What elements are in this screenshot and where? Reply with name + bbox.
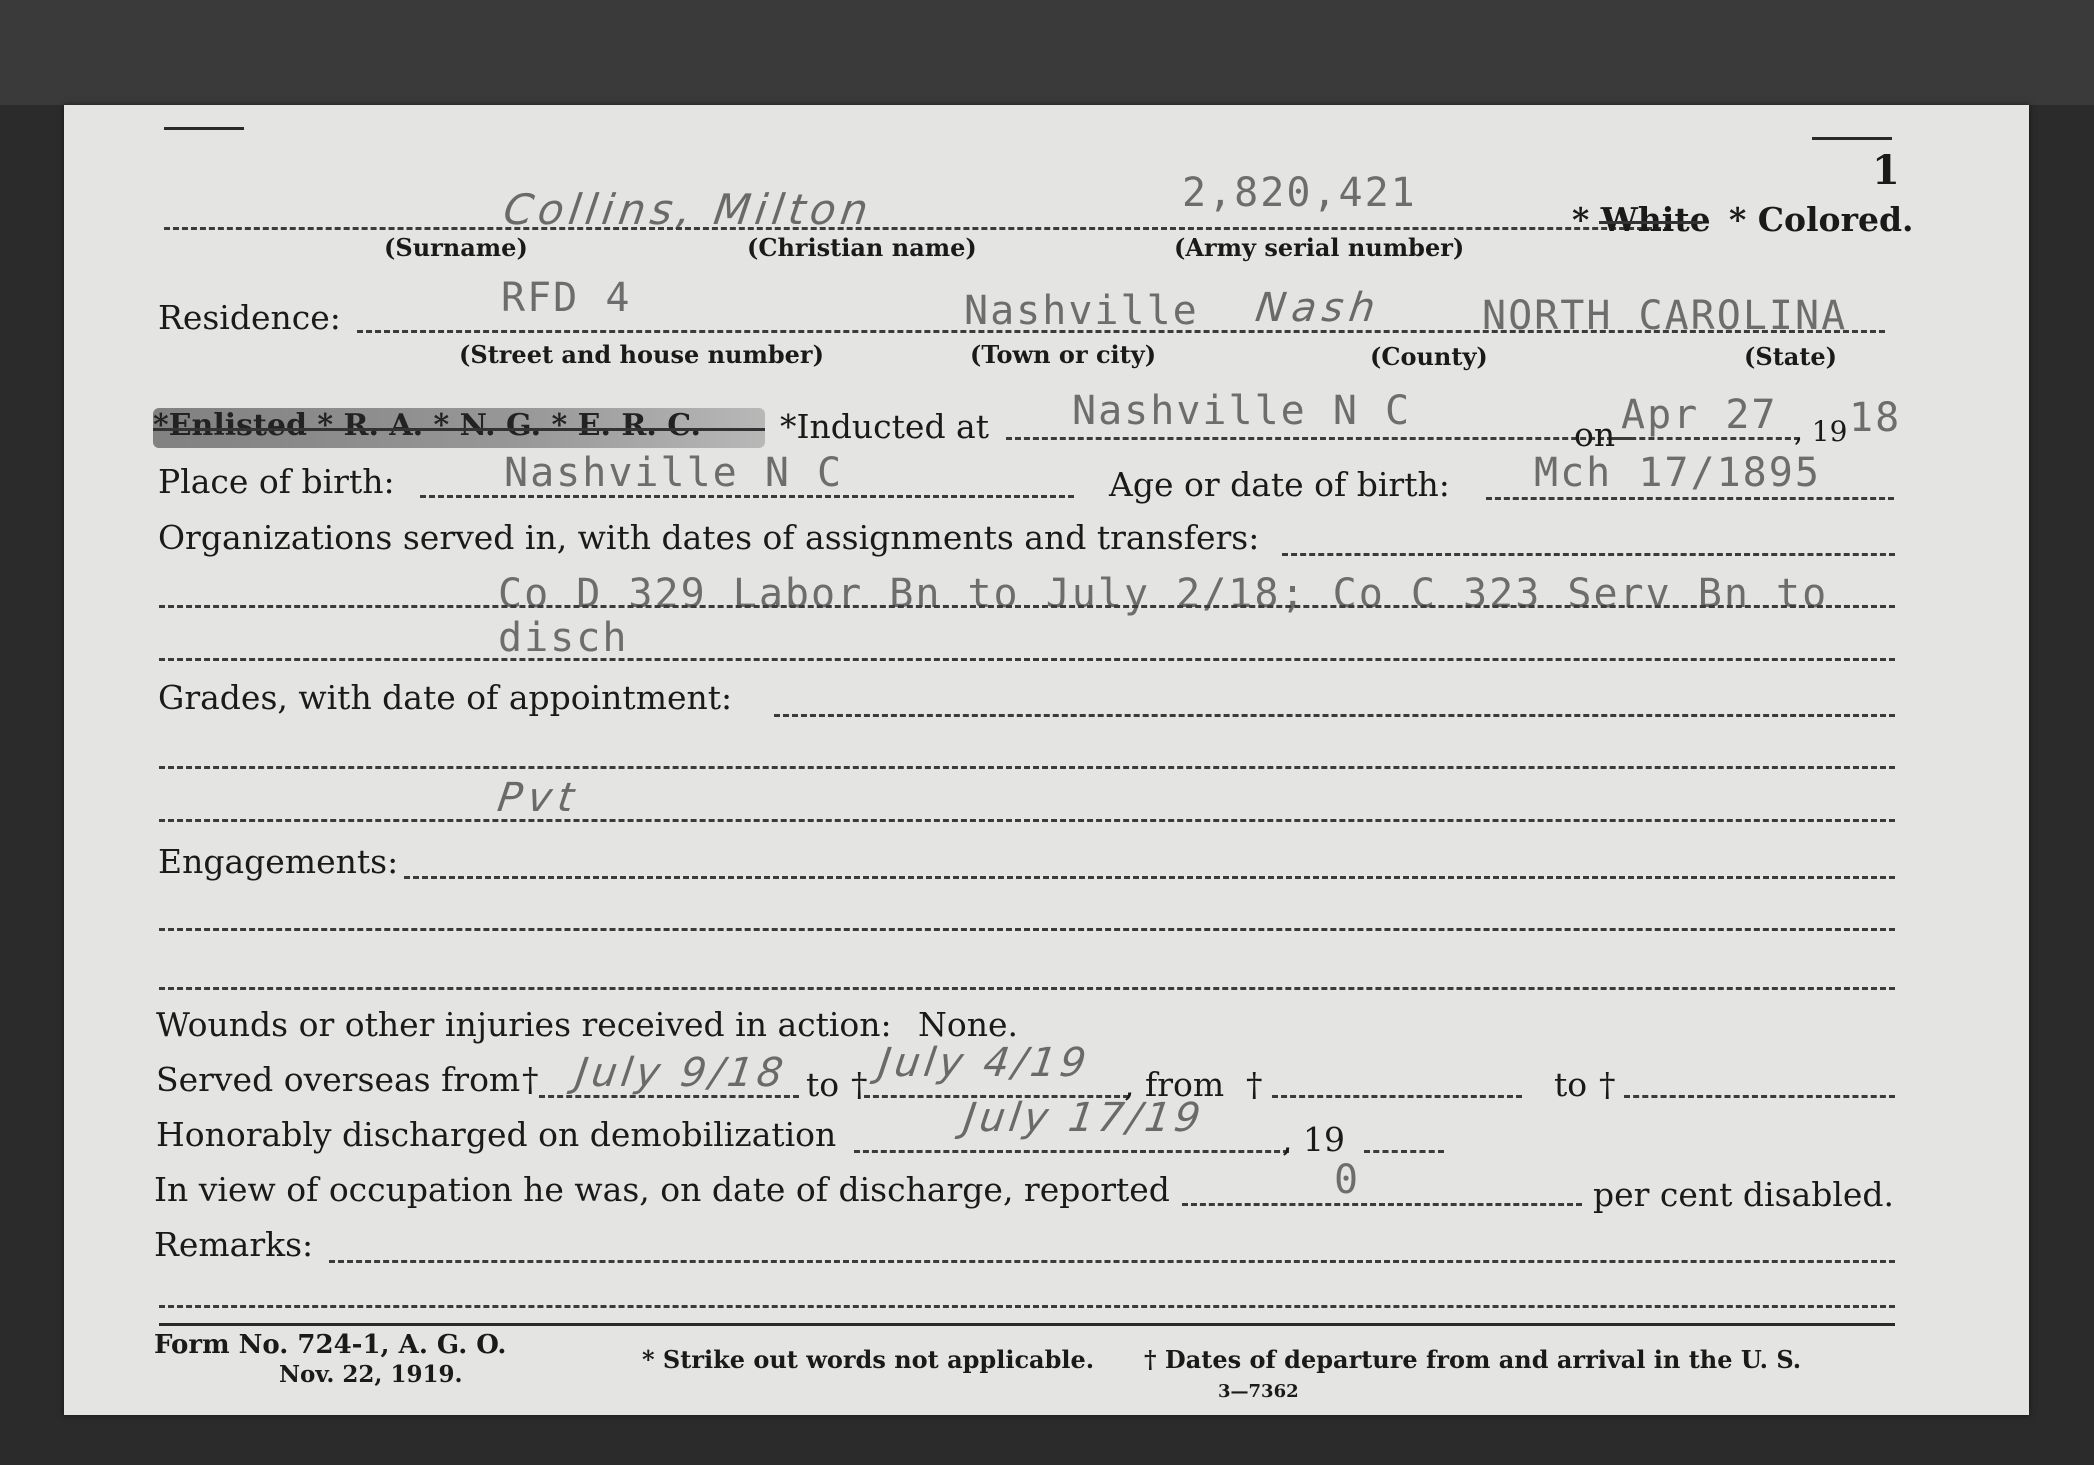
name-line: [164, 227, 1670, 230]
corner-mark: [164, 127, 244, 130]
engagements-line-1: [159, 928, 1895, 931]
remarks-line-1: [159, 1305, 1895, 1308]
town-caption: (Town or city): [970, 340, 1157, 369]
engagements-line-0: [404, 876, 1895, 879]
organizations-line-1: [159, 605, 1895, 608]
race-colored-label: * Colored.: [1729, 200, 1914, 239]
overseas-from-value: July 9/18: [572, 1050, 790, 1096]
birth-date-label: Age or date of birth:: [1109, 465, 1450, 504]
organizations-line-0: [1282, 553, 1895, 556]
grades-line-2: [159, 819, 1895, 822]
name-value: Collins, Milton: [500, 185, 877, 234]
residence-label: Residence:: [158, 298, 341, 337]
state-caption: (State): [1744, 342, 1838, 371]
form-date: Nov. 22, 1919.: [279, 1361, 463, 1388]
overseas-to-value: July 4/19: [875, 1040, 1093, 1086]
disability-suffix: per cent disabled.: [1593, 1175, 1895, 1214]
discharge-date-value: July 17/19: [960, 1095, 1208, 1141]
overseas-from-line: [539, 1095, 799, 1098]
overseas-dagger-3: †: [1246, 1065, 1263, 1104]
background-top: [0, 0, 2094, 105]
induction-date-value: Apr 27: [1621, 392, 1778, 438]
disability-value: 0: [1334, 1157, 1361, 1203]
grades-value: Pvt: [494, 775, 583, 821]
place-of-birth-line: [420, 495, 1074, 498]
induction-place-line: [1006, 437, 1631, 440]
overseas-from2-line: [1272, 1095, 1522, 1098]
remarks-line-0: [329, 1260, 1895, 1263]
card-number: 1: [1872, 147, 1900, 194]
wounds-value: None.: [918, 1005, 1019, 1044]
grades-label: Grades, with date of appointment:: [158, 678, 733, 717]
overseas-from2-label: , from: [1124, 1065, 1225, 1104]
enlisted-strike: [153, 428, 765, 431]
overseas-to-label: to: [806, 1065, 840, 1104]
residence-town-value: Nashville: [964, 288, 1199, 334]
place-of-birth-label: Place of birth:: [158, 462, 395, 501]
overseas-from-label: Served overseas from: [156, 1060, 521, 1099]
surname-caption: (Surname): [384, 233, 528, 262]
overseas-dagger-4: †: [1599, 1065, 1616, 1104]
discharge-date-line: [854, 1150, 1289, 1153]
induction-on-label: on: [1574, 415, 1616, 454]
serial-number-value: 2,820,421: [1182, 170, 1417, 216]
induction-year-value: 18: [1849, 395, 1902, 441]
organizations-line2-value: disch: [498, 615, 629, 661]
organizations-label: Organizations served in, with dates of assignments and transfers:: [158, 518, 1260, 557]
residence-state-value: NORTH CAROLINA: [1482, 293, 1848, 339]
corner-mark-right: [1812, 137, 1892, 140]
residence-line: [357, 330, 1885, 333]
wounds-label: Wounds or other injuries received in action:: [156, 1005, 892, 1044]
street-caption: (Street and house number): [459, 340, 824, 369]
birth-date-line: [1486, 497, 1894, 500]
organizations-line1-value: Co D 329 Labor Bn to July 2/18; Co C 323 Serv Bn to: [498, 571, 1829, 617]
organizations-line-2: [159, 658, 1895, 661]
place-of-birth-value: Nashville N C: [504, 450, 844, 496]
dates-note: † Dates of departure from and arrival in the U. S.: [1144, 1345, 1802, 1374]
strike-note: * Strike out words not applicable.: [642, 1345, 1095, 1374]
overseas-to2-line: [1624, 1095, 1895, 1098]
discharge-year-prefix: , 19: [1282, 1120, 1345, 1159]
discharge-year-line: [1364, 1150, 1444, 1153]
christian-name-caption: (Christian name): [747, 233, 977, 262]
inducted-at-label: *Inducted at: [780, 407, 989, 446]
engagements-label: Engagements:: [158, 842, 399, 881]
engagements-line-2: [159, 987, 1895, 990]
form-number: Form No. 724-1, A. G. O.: [154, 1330, 507, 1360]
birth-date-value: Mch 17/1895: [1534, 450, 1821, 496]
remarks-label: Remarks:: [154, 1225, 314, 1264]
discharge-label: Honorably discharged on demobilization: [156, 1115, 837, 1154]
service-record-card: [64, 105, 2029, 1415]
footer-rule: [159, 1323, 1895, 1326]
overseas-to2-label: to: [1554, 1065, 1588, 1104]
disability-label: In view of occupation he was, on date of discharge, reported: [154, 1170, 1170, 1209]
print-code: 3—7362: [1218, 1381, 1299, 1402]
overseas-dagger-1: †: [522, 1060, 539, 1099]
enlisted-struck-text: *Enlisted * R. A. * N. G. * E. R. C.: [153, 408, 701, 443]
induction-place-value: Nashville N C: [1072, 388, 1412, 434]
overseas-dagger-2: †: [851, 1065, 868, 1104]
grades-line-1: [159, 766, 1895, 769]
race-white-label: * White: [1572, 200, 1711, 239]
residence-county-value: Nash: [1252, 285, 1384, 331]
county-caption: (County): [1370, 342, 1488, 371]
serial-caption: (Army serial number): [1174, 233, 1465, 262]
grades-line-0: [774, 714, 1895, 717]
induction-year-prefix: , 19: [1794, 415, 1848, 448]
white-strike: [1599, 221, 1702, 224]
disability-line: [1182, 1203, 1582, 1206]
induction-date-line: [1612, 437, 1800, 440]
residence-street-value: RFD 4: [501, 275, 632, 321]
